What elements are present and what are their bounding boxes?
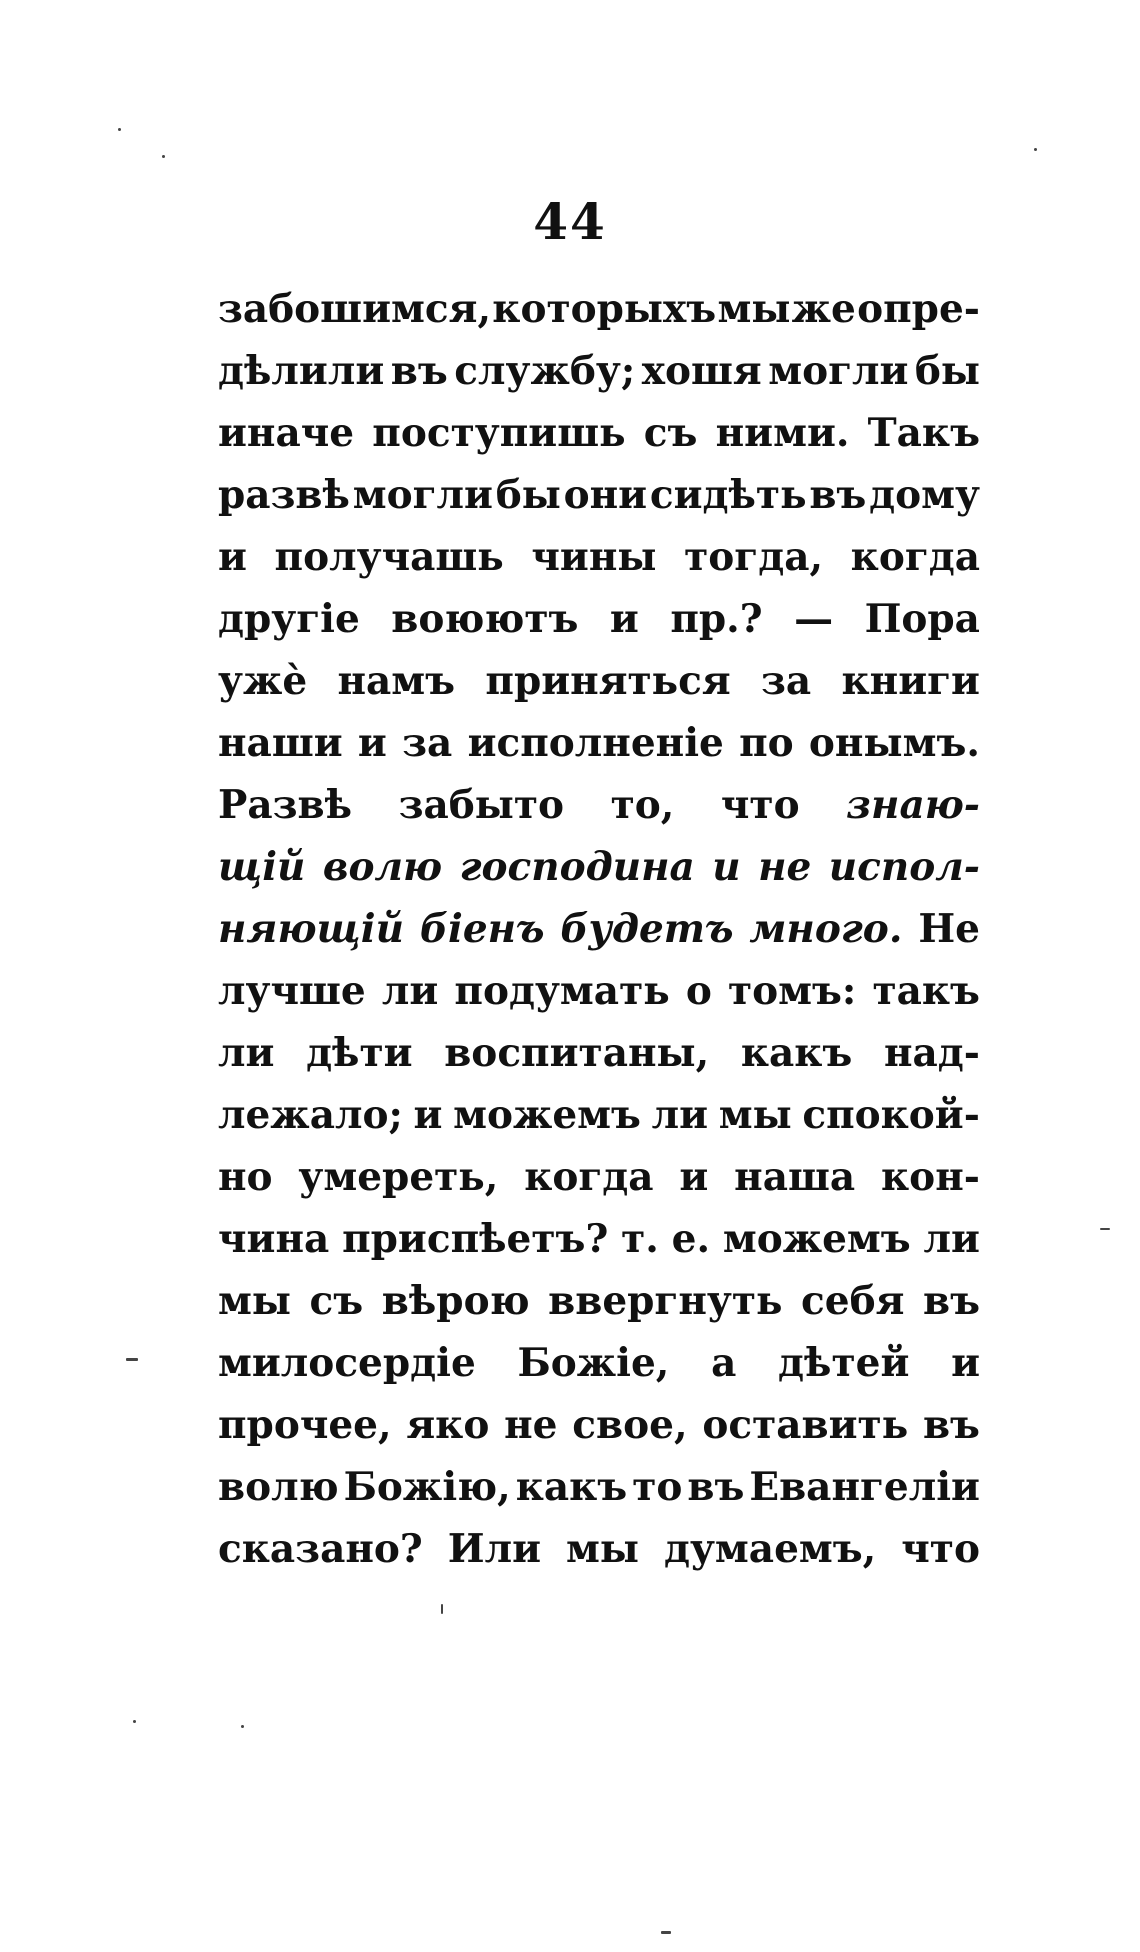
- word: въ: [687, 1464, 745, 1510]
- word: же: [791, 286, 856, 332]
- word: Божіе,: [517, 1340, 670, 1386]
- text-line: [218, 774, 980, 836]
- word: другіе: [218, 596, 360, 642]
- word: о: [685, 968, 712, 1014]
- word: ужѐ: [218, 658, 308, 704]
- word: и: [609, 596, 639, 642]
- word: когда: [524, 1154, 654, 1200]
- word: иначе: [218, 410, 355, 456]
- word: онымъ.: [808, 720, 980, 766]
- word: томъ:: [727, 968, 857, 1014]
- word: исполненіе: [467, 720, 724, 766]
- word: оставить: [702, 1402, 909, 1448]
- word: свое,: [572, 1402, 688, 1448]
- scan-speck: [441, 1604, 443, 1614]
- word: такъ: [872, 968, 980, 1014]
- word: поступишь: [372, 410, 626, 456]
- scan-speck: [241, 1725, 244, 1728]
- word: мы: [717, 286, 791, 332]
- word: пр.?: [670, 596, 763, 642]
- scan-speck: [118, 128, 121, 131]
- word: бы: [914, 348, 980, 394]
- word: знаю-: [846, 782, 980, 828]
- word: забошимся,: [218, 286, 492, 332]
- word: и: [679, 1154, 709, 1200]
- word: то: [632, 1464, 683, 1510]
- text-line: [218, 464, 980, 526]
- word: можемъ: [722, 1216, 911, 1262]
- word: мы: [218, 1278, 291, 1324]
- word: будетъ: [560, 906, 734, 952]
- word: намъ: [337, 658, 456, 704]
- word: прочее,: [218, 1402, 392, 1448]
- page-number: 44: [533, 192, 607, 251]
- word: и: [218, 534, 247, 580]
- word: съ: [643, 410, 698, 456]
- word: можемъ: [453, 1092, 641, 1138]
- word: и: [951, 1340, 980, 1386]
- word: забыто: [398, 782, 565, 828]
- word: —: [794, 596, 834, 642]
- word: Не: [918, 906, 980, 952]
- word: лежало;: [218, 1092, 403, 1138]
- word: могли: [352, 472, 493, 518]
- word: не: [758, 844, 812, 890]
- word: дѣти: [306, 1030, 413, 1076]
- word: вѣрою: [381, 1278, 530, 1324]
- word: испол-: [828, 844, 980, 890]
- word: въ: [922, 1278, 980, 1324]
- scan-speck: [133, 1720, 136, 1723]
- word: мы: [566, 1526, 639, 1572]
- word: т.: [621, 1216, 659, 1262]
- word: е.: [671, 1216, 711, 1262]
- word: хошя: [641, 348, 762, 394]
- word: что: [901, 1526, 980, 1572]
- word: но: [218, 1154, 273, 1200]
- word: ли: [923, 1216, 980, 1262]
- word: сказано?: [218, 1526, 423, 1572]
- word: чина: [218, 1216, 330, 1262]
- word: кон-: [881, 1154, 980, 1200]
- word: щій: [218, 844, 306, 890]
- word: приняться: [485, 658, 731, 704]
- word: дому: [869, 472, 980, 518]
- word: чины: [531, 534, 657, 580]
- word: Пора: [864, 596, 980, 642]
- word: въ: [809, 472, 867, 518]
- word: много.: [749, 906, 903, 952]
- word: волю: [322, 844, 443, 890]
- text-line: [218, 712, 980, 774]
- word: какъ: [515, 1464, 628, 1510]
- word: и: [413, 1092, 443, 1138]
- word: біенъ: [419, 906, 545, 952]
- word: Евангеліи: [749, 1464, 980, 1510]
- text-line: [218, 1456, 980, 1518]
- text-line: [218, 588, 980, 650]
- word: они: [563, 472, 648, 518]
- word: опре-: [857, 286, 980, 332]
- word: развѣ: [218, 472, 350, 518]
- word: думаемъ,: [663, 1526, 877, 1572]
- word: воспитаны,: [444, 1030, 710, 1076]
- word: бы: [495, 472, 561, 518]
- word: и: [712, 844, 741, 890]
- word: няющій: [218, 906, 404, 952]
- word: сидѣть: [649, 472, 807, 518]
- word: Такъ: [867, 410, 980, 456]
- word: воюютъ: [391, 596, 579, 642]
- word: и: [357, 720, 387, 766]
- word: господина: [459, 844, 695, 890]
- scan-speck: [162, 155, 165, 158]
- word: ли: [381, 968, 439, 1014]
- word: могли: [768, 348, 909, 394]
- text-line: [218, 340, 980, 402]
- word: яко: [406, 1402, 490, 1448]
- word: какъ: [740, 1030, 853, 1076]
- text-line: [218, 1332, 980, 1394]
- scan-speck: [126, 1358, 138, 1361]
- text-line: [218, 1084, 980, 1146]
- word: подумать: [454, 968, 670, 1014]
- text-line: [218, 1208, 980, 1270]
- word: что: [720, 782, 800, 828]
- word: не: [504, 1402, 558, 1448]
- word: въ: [922, 1402, 980, 1448]
- body-text: [218, 278, 980, 1580]
- word: Божію,: [343, 1464, 511, 1510]
- word: а: [711, 1340, 737, 1386]
- word: наши: [218, 720, 343, 766]
- text-line: [218, 1394, 980, 1456]
- text-line: [218, 1022, 980, 1084]
- word: наша: [734, 1154, 856, 1200]
- word: спокой-: [802, 1092, 980, 1138]
- text-line: [218, 526, 980, 588]
- text-line: [218, 836, 980, 898]
- text-line: [218, 402, 980, 464]
- scan-speck: [1034, 148, 1037, 151]
- word: милосердіе: [218, 1340, 476, 1386]
- text-line: [218, 1270, 980, 1332]
- word: когда: [850, 534, 980, 580]
- word: то,: [610, 782, 675, 828]
- word: по: [739, 720, 794, 766]
- scan-speck: [1100, 1228, 1110, 1230]
- word: съ: [309, 1278, 364, 1324]
- word: ли: [218, 1030, 275, 1076]
- word: ввергнуть: [548, 1278, 783, 1324]
- word: тогда,: [684, 534, 824, 580]
- text-line: [218, 650, 980, 712]
- word: умереть,: [298, 1154, 499, 1200]
- word: ли: [651, 1092, 709, 1138]
- word: Или: [447, 1526, 542, 1572]
- word: волю: [218, 1464, 339, 1510]
- word: приспѣетъ?: [342, 1216, 609, 1262]
- word: которыхъ: [492, 286, 717, 332]
- text-line: [218, 960, 980, 1022]
- word: получашь: [274, 534, 504, 580]
- text-line: [218, 898, 980, 960]
- word: книги: [841, 658, 980, 704]
- word: ними.: [715, 410, 850, 456]
- text-line: [218, 278, 980, 340]
- text-line: [218, 1146, 980, 1208]
- word: службу;: [454, 348, 636, 394]
- word: за: [402, 720, 453, 766]
- word: себя: [801, 1278, 905, 1324]
- scan-speck: [661, 1931, 671, 1934]
- word: за: [761, 658, 812, 704]
- word: над-: [883, 1030, 980, 1076]
- word: въ: [390, 348, 448, 394]
- word: лучше: [218, 968, 366, 1014]
- word: Развѣ: [218, 782, 353, 828]
- word: дѣлили: [218, 348, 385, 394]
- word: мы: [718, 1092, 792, 1138]
- text-line: [218, 1518, 980, 1580]
- word: дѣтей: [778, 1340, 910, 1386]
